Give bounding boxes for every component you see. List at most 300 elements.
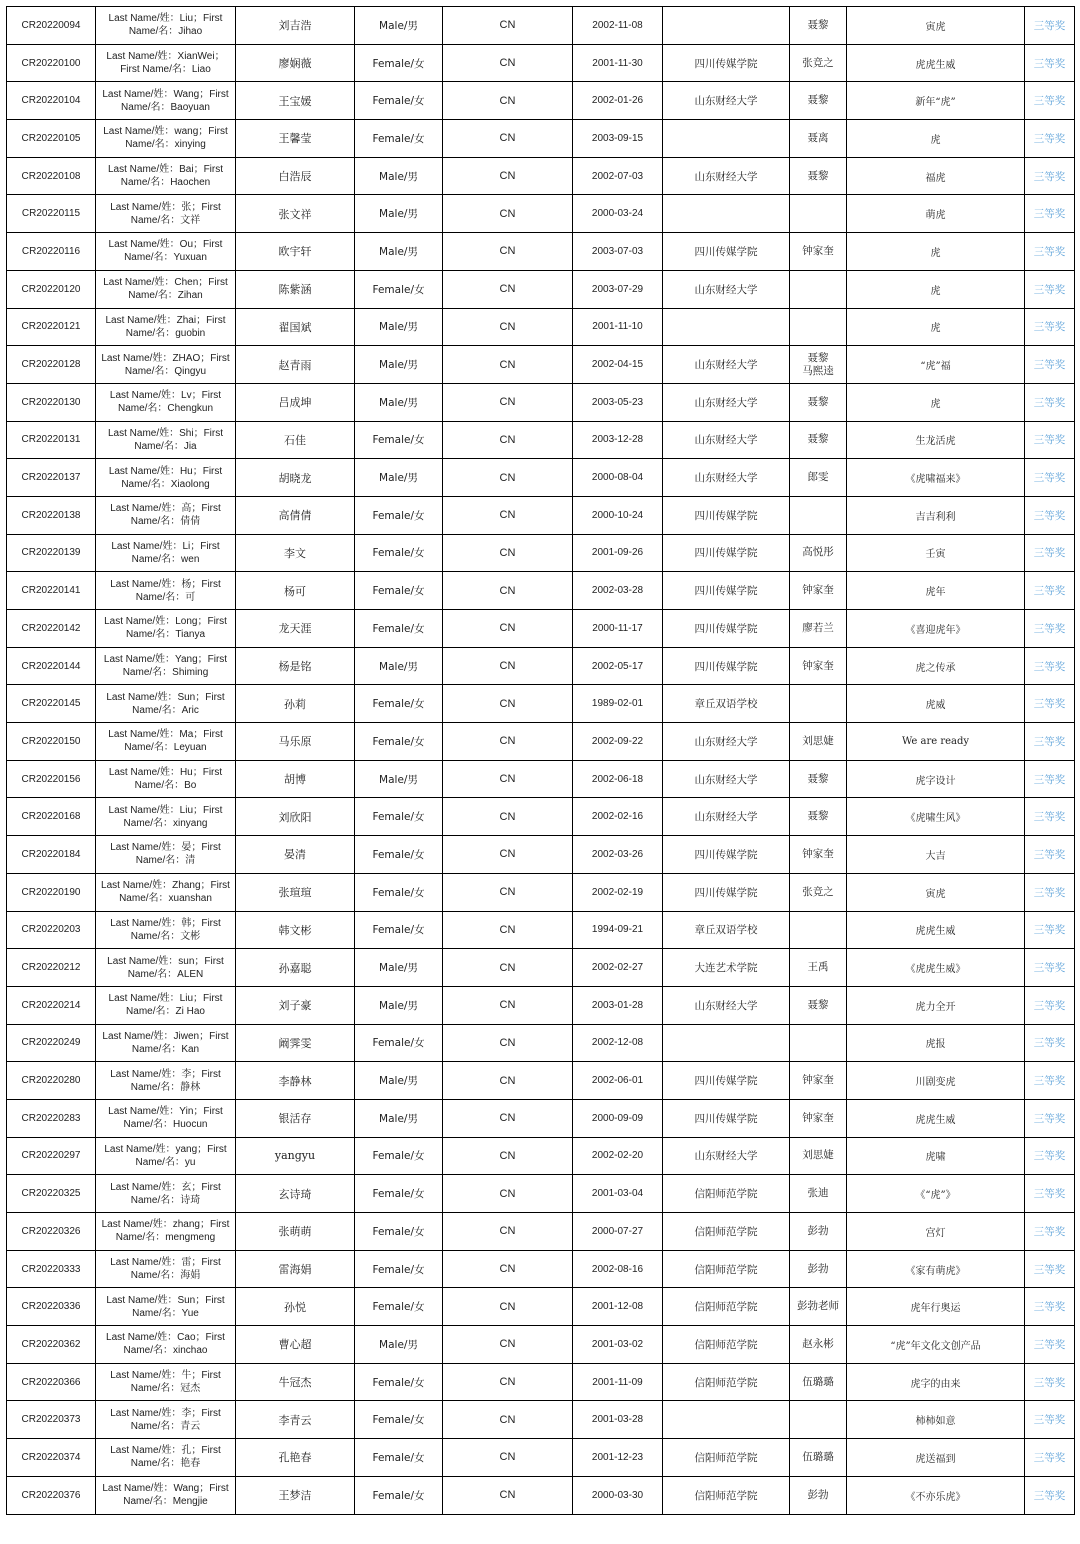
school-cell: 四川传媒学院: [663, 496, 790, 534]
table-row: [7, 572, 1075, 610]
english-name-cell: Last Name/姓：Liu；First Name/名：Jihao: [96, 7, 236, 45]
country-cell: CN: [443, 1024, 573, 1062]
country-cell: CN: [443, 873, 573, 911]
birth-date-cell: 2002-09-22: [573, 723, 663, 761]
country-cell: CN: [443, 685, 573, 723]
entry-id-cell: CR20220325: [7, 1175, 96, 1213]
birth-date-cell: 2002-06-18: [573, 760, 663, 798]
chinese-name-cell: 刘吉浩: [236, 7, 355, 45]
teacher-cell: 聂黎: [790, 82, 847, 120]
birth-date-cell: 2003-09-15: [573, 120, 663, 158]
school-cell: 四川传媒学院: [663, 1099, 790, 1137]
school-cell: 四川传媒学院: [663, 572, 790, 610]
school-cell: 信阳师范学院: [663, 1476, 790, 1514]
award-cell: 三等奖: [1025, 1439, 1075, 1477]
teacher-cell: 张竞之: [790, 873, 847, 911]
english-name-cell: Last Name/姓：牛；First Name/名：冠杰: [96, 1363, 236, 1401]
teacher-cell: 刘思婕: [790, 1137, 847, 1175]
birth-date-cell: 2001-03-04: [573, 1175, 663, 1213]
gender-cell: Female/女: [355, 421, 443, 459]
country-cell: CN: [443, 496, 573, 534]
english-name-cell: Last Name/姓：Sun；First Name/名：Aric: [96, 685, 236, 723]
english-name-cell: Last Name/姓：张；First Name/名：文祥: [96, 195, 236, 233]
country-cell: CN: [443, 1175, 573, 1213]
table-row: [7, 421, 1075, 459]
award-cell: 三等奖: [1025, 1363, 1075, 1401]
gender-cell: Female/女: [355, 82, 443, 120]
gender-cell: Female/女: [355, 44, 443, 82]
award-cell: 三等奖: [1025, 1288, 1075, 1326]
gender-cell: Female/女: [355, 1024, 443, 1062]
chinese-name-cell: 张文祥: [236, 195, 355, 233]
teacher-cell: 高悦彤: [790, 534, 847, 572]
award-cell: 三等奖: [1025, 1099, 1075, 1137]
school-cell: 山东财经大学: [663, 270, 790, 308]
english-name-cell: Last Name/姓：Chen；First Name/名：Zihan: [96, 270, 236, 308]
teacher-cell: 钟家奎: [790, 1062, 847, 1100]
entry-id-cell: CR20220121: [7, 308, 96, 346]
table-row: [7, 1288, 1075, 1326]
birth-date-cell: 2002-02-19: [573, 873, 663, 911]
award-cell: 三等奖: [1025, 723, 1075, 761]
school-cell: 章丘双语学校: [663, 911, 790, 949]
teacher-cell: 伍璐璐: [790, 1439, 847, 1477]
entry-id-cell: CR20220156: [7, 760, 96, 798]
country-cell: CN: [443, 308, 573, 346]
gender-cell: Female/女: [355, 610, 443, 648]
teacher-cell: 聂黎: [790, 157, 847, 195]
table-row: [7, 233, 1075, 271]
work-title-cell: 生龙活虎: [847, 421, 1025, 459]
entry-id-cell: CR20220297: [7, 1137, 96, 1175]
chinese-name-cell: 刘欣阳: [236, 798, 355, 836]
gender-cell: Female/女: [355, 1137, 443, 1175]
entry-id-cell: CR20220137: [7, 459, 96, 497]
teacher-cell: 聂黎: [790, 7, 847, 45]
birth-date-cell: 2003-01-28: [573, 986, 663, 1024]
birth-date-cell: 2000-07-27: [573, 1213, 663, 1251]
award-cell: 三等奖: [1025, 572, 1075, 610]
gender-cell: Female/女: [355, 1175, 443, 1213]
country-cell: CN: [443, 610, 573, 648]
entry-id-cell: CR20220283: [7, 1099, 96, 1137]
gender-cell: Female/女: [355, 836, 443, 874]
chinese-name-cell: 龙天涯: [236, 610, 355, 648]
teacher-cell: 彭勃老师: [790, 1288, 847, 1326]
work-title-cell: 福虎: [847, 157, 1025, 195]
birth-date-cell: 2003-05-23: [573, 383, 663, 421]
award-cell: 三等奖: [1025, 1326, 1075, 1364]
school-cell: 大连艺术学院: [663, 949, 790, 987]
english-name-cell: Last Name/姓：李；First Name/名：静林: [96, 1062, 236, 1100]
chinese-name-cell: 李青云: [236, 1401, 355, 1439]
chinese-name-cell: 张萌萌: [236, 1213, 355, 1251]
entry-id-cell: CR20220144: [7, 647, 96, 685]
school-cell: 信阳师范学院: [663, 1175, 790, 1213]
country-cell: CN: [443, 1099, 573, 1137]
school-cell: 四川传媒学院: [663, 233, 790, 271]
award-cell: 三等奖: [1025, 1476, 1075, 1514]
teacher-cell: 钟家奎: [790, 233, 847, 271]
english-name-cell: Last Name/姓：Sun；First Name/名：Yue: [96, 1288, 236, 1326]
country-cell: CN: [443, 383, 573, 421]
chinese-name-cell: 曹心超: [236, 1326, 355, 1364]
table-row: [7, 383, 1075, 421]
gender-cell: Male/男: [355, 647, 443, 685]
table-row: [7, 82, 1075, 120]
teacher-cell: 廖若兰: [790, 610, 847, 648]
gender-cell: Male/男: [355, 1062, 443, 1100]
english-name-cell: Last Name/姓：zhang；First Name/名：mengmeng: [96, 1213, 236, 1251]
table-row: [7, 1062, 1075, 1100]
gender-cell: Male/男: [355, 195, 443, 233]
entry-id-cell: CR20220145: [7, 685, 96, 723]
chinese-name-cell: 银活存: [236, 1099, 355, 1137]
table-row: [7, 308, 1075, 346]
award-cell: 三等奖: [1025, 1137, 1075, 1175]
school-cell: 山东财经大学: [663, 157, 790, 195]
birth-date-cell: 1989-02-01: [573, 685, 663, 723]
school-cell: 山东财经大学: [663, 82, 790, 120]
chinese-name-cell: 吕成坤: [236, 383, 355, 421]
award-cell: 三等奖: [1025, 120, 1075, 158]
country-cell: CN: [443, 195, 573, 233]
school-cell: 四川传媒学院: [663, 873, 790, 911]
chinese-name-cell: 王梦洁: [236, 1476, 355, 1514]
entry-id-cell: CR20220212: [7, 949, 96, 987]
table-row: [7, 610, 1075, 648]
table-row: [7, 1439, 1075, 1477]
english-name-cell: Last Name/姓：玄；First Name/名：诗琦: [96, 1175, 236, 1213]
gender-cell: Female/女: [355, 798, 443, 836]
country-cell: CN: [443, 760, 573, 798]
chinese-name-cell: 牛冠杰: [236, 1363, 355, 1401]
school-cell: 信阳师范学院: [663, 1288, 790, 1326]
english-name-cell: Last Name/姓：Hu；First Name/名：Xiaolong: [96, 459, 236, 497]
work-title-cell: 虎年行奥运: [847, 1288, 1025, 1326]
english-name-cell: Last Name/姓：Wang；First Name/名：Baoyuan: [96, 82, 236, 120]
english-name-cell: Last Name/姓：韩；First Name/名：文彬: [96, 911, 236, 949]
award-cell: 三等奖: [1025, 911, 1075, 949]
entry-id-cell: CR20220094: [7, 7, 96, 45]
teacher-cell: 聂黎: [790, 798, 847, 836]
entry-id-cell: CR20220214: [7, 986, 96, 1024]
chinese-name-cell: yangyu: [236, 1137, 355, 1175]
chinese-name-cell: 欧宇轩: [236, 233, 355, 271]
english-name-cell: Last Name/姓：Lv；First Name/名：Chengkun: [96, 383, 236, 421]
english-name-cell: Last Name/姓：Long；First Name/名：Tianya: [96, 610, 236, 648]
birth-date-cell: 2002-03-26: [573, 836, 663, 874]
work-title-cell: 寅虎: [847, 873, 1025, 911]
work-title-cell: 虎: [847, 270, 1025, 308]
work-title-cell: 虎字的由来: [847, 1363, 1025, 1401]
teacher-cell: [790, 308, 847, 346]
teacher-cell: 聂黎 马熙逵: [790, 346, 847, 384]
work-title-cell: 壬寅: [847, 534, 1025, 572]
table-row: [7, 1250, 1075, 1288]
award-cell: 三等奖: [1025, 1062, 1075, 1100]
table-row: [7, 157, 1075, 195]
english-name-cell: Last Name/姓：Ma；First Name/名：Leyuan: [96, 723, 236, 761]
entry-id-cell: CR20220184: [7, 836, 96, 874]
work-title-cell: 柿柿如意: [847, 1401, 1025, 1439]
gender-cell: Female/女: [355, 873, 443, 911]
country-cell: CN: [443, 346, 573, 384]
teacher-cell: 刘思婕: [790, 723, 847, 761]
school-cell: 信阳师范学院: [663, 1363, 790, 1401]
english-name-cell: Last Name/姓：Shi；First Name/名：Jia: [96, 421, 236, 459]
birth-date-cell: 2000-03-24: [573, 195, 663, 233]
gender-cell: Female/女: [355, 911, 443, 949]
chinese-name-cell: 孔艳春: [236, 1439, 355, 1477]
work-title-cell: 萌虎: [847, 195, 1025, 233]
birth-date-cell: 2002-01-26: [573, 82, 663, 120]
country-cell: CN: [443, 723, 573, 761]
teacher-cell: [790, 1401, 847, 1439]
gender-cell: Female/女: [355, 534, 443, 572]
entry-id-cell: CR20220168: [7, 798, 96, 836]
birth-date-cell: 2001-11-30: [573, 44, 663, 82]
country-cell: CN: [443, 572, 573, 610]
teacher-cell: 郎雯: [790, 459, 847, 497]
school-cell: 山东财经大学: [663, 986, 790, 1024]
gender-cell: Male/男: [355, 233, 443, 271]
chinese-name-cell: 廖娴薇: [236, 44, 355, 82]
school-cell: 章丘双语学校: [663, 685, 790, 723]
school-cell: 山东财经大学: [663, 798, 790, 836]
table-row: [7, 685, 1075, 723]
work-title-cell: 虎虎生威: [847, 44, 1025, 82]
birth-date-cell: 2002-03-28: [573, 572, 663, 610]
chinese-name-cell: 雷海娟: [236, 1250, 355, 1288]
birth-date-cell: 2001-11-10: [573, 308, 663, 346]
gender-cell: Female/女: [355, 1288, 443, 1326]
teacher-cell: [790, 685, 847, 723]
entry-id-cell: CR20220141: [7, 572, 96, 610]
work-title-cell: 川剧变虎: [847, 1062, 1025, 1100]
country-cell: CN: [443, 1062, 573, 1100]
gender-cell: Female/女: [355, 1213, 443, 1251]
english-name-cell: Last Name/姓：Cao；First Name/名：xinchao: [96, 1326, 236, 1364]
country-cell: CN: [443, 1401, 573, 1439]
country-cell: CN: [443, 1326, 573, 1364]
award-list: [6, 6, 1075, 1515]
gender-cell: Female/女: [355, 120, 443, 158]
table-row: [7, 496, 1075, 534]
chinese-name-cell: 刘子豪: [236, 986, 355, 1024]
gender-cell: Female/女: [355, 1476, 443, 1514]
teacher-cell: 聂黎: [790, 760, 847, 798]
school-cell: [663, 7, 790, 45]
work-title-cell: 《虎虎生威》: [847, 949, 1025, 987]
country-cell: CN: [443, 1288, 573, 1326]
award-cell: 三等奖: [1025, 986, 1075, 1024]
work-title-cell: “虎”年文化文创产品: [847, 1326, 1025, 1364]
award-cell: 三等奖: [1025, 346, 1075, 384]
work-title-cell: 宫灯: [847, 1213, 1025, 1251]
chinese-name-cell: 陈紫涵: [236, 270, 355, 308]
award-cell: 三等奖: [1025, 7, 1075, 45]
teacher-cell: 彭勃: [790, 1213, 847, 1251]
teacher-cell: 聂黎: [790, 383, 847, 421]
birth-date-cell: 2002-04-15: [573, 346, 663, 384]
award-cell: 三等奖: [1025, 82, 1075, 120]
award-cell: 三等奖: [1025, 534, 1075, 572]
award-cell: 三等奖: [1025, 949, 1075, 987]
gender-cell: Male/男: [355, 986, 443, 1024]
table-row: [7, 798, 1075, 836]
chinese-name-cell: 孙悦: [236, 1288, 355, 1326]
english-name-cell: Last Name/姓：Liu；First Name/名：xinyang: [96, 798, 236, 836]
chinese-name-cell: 马乐原: [236, 723, 355, 761]
chinese-name-cell: 白浩辰: [236, 157, 355, 195]
work-title-cell: 《虎啸生风》: [847, 798, 1025, 836]
english-name-cell: Last Name/姓：李；First Name/名：青云: [96, 1401, 236, 1439]
gender-cell: Female/女: [355, 723, 443, 761]
birth-date-cell: 2002-06-01: [573, 1062, 663, 1100]
work-title-cell: 寅虎: [847, 7, 1025, 45]
table-row: [7, 44, 1075, 82]
award-cell: 三等奖: [1025, 610, 1075, 648]
school-cell: 四川传媒学院: [663, 836, 790, 874]
country-cell: CN: [443, 459, 573, 497]
english-name-cell: Last Name/姓：高；First Name/名：倩倩: [96, 496, 236, 534]
english-name-cell: Last Name/姓：ZHAO；First Name/名：Qingyu: [96, 346, 236, 384]
entry-id-cell: CR20220336: [7, 1288, 96, 1326]
country-cell: CN: [443, 911, 573, 949]
school-cell: 四川传媒学院: [663, 44, 790, 82]
award-cell: 三等奖: [1025, 1175, 1075, 1213]
chinese-name-cell: 阚霁雯: [236, 1024, 355, 1062]
school-cell: 信阳师范学院: [663, 1250, 790, 1288]
teacher-cell: 钟家奎: [790, 836, 847, 874]
work-title-cell: 《“虎”》: [847, 1175, 1025, 1213]
country-cell: CN: [443, 44, 573, 82]
teacher-cell: 彭勃: [790, 1476, 847, 1514]
gender-cell: Female/女: [355, 1401, 443, 1439]
teacher-cell: 钟家奎: [790, 572, 847, 610]
teacher-cell: 彭勃: [790, 1250, 847, 1288]
award-cell: 三等奖: [1025, 873, 1075, 911]
chinese-name-cell: 高倩倩: [236, 496, 355, 534]
country-cell: CN: [443, 421, 573, 459]
award-cell: 三等奖: [1025, 195, 1075, 233]
country-cell: CN: [443, 270, 573, 308]
birth-date-cell: 2000-08-04: [573, 459, 663, 497]
country-cell: CN: [443, 1439, 573, 1477]
teacher-cell: [790, 496, 847, 534]
country-cell: CN: [443, 1476, 573, 1514]
entry-id-cell: CR20220142: [7, 610, 96, 648]
entry-id-cell: CR20220131: [7, 421, 96, 459]
school-cell: 山东财经大学: [663, 723, 790, 761]
award-cell: 三等奖: [1025, 496, 1075, 534]
chinese-name-cell: 李静林: [236, 1062, 355, 1100]
table-row: [7, 1363, 1075, 1401]
country-cell: CN: [443, 7, 573, 45]
gender-cell: Male/男: [355, 949, 443, 987]
english-name-cell: Last Name/姓：雷；First Name/名：海娟: [96, 1250, 236, 1288]
country-cell: CN: [443, 120, 573, 158]
chinese-name-cell: 王馨莹: [236, 120, 355, 158]
award-cell: 三等奖: [1025, 44, 1075, 82]
school-cell: 山东财经大学: [663, 1137, 790, 1175]
birth-date-cell: 2002-08-16: [573, 1250, 663, 1288]
english-name-cell: Last Name/姓：Liu；First Name/名：Zi Hao: [96, 986, 236, 1024]
birth-date-cell: 1994-09-21: [573, 911, 663, 949]
table-row: [7, 873, 1075, 911]
chinese-name-cell: 杨是铭: [236, 647, 355, 685]
english-name-cell: Last Name/姓：Jiwen；First Name/名：Kan: [96, 1024, 236, 1062]
work-title-cell: 虎报: [847, 1024, 1025, 1062]
chinese-name-cell: 孙嘉聪: [236, 949, 355, 987]
work-title-cell: 《家有萌虎》: [847, 1250, 1025, 1288]
table-row: [7, 120, 1075, 158]
country-cell: CN: [443, 1137, 573, 1175]
entry-id-cell: CR20220100: [7, 44, 96, 82]
table-row: [7, 723, 1075, 761]
gender-cell: Male/男: [355, 1326, 443, 1364]
country-cell: CN: [443, 986, 573, 1024]
country-cell: CN: [443, 647, 573, 685]
work-title-cell: 《不亦乐虎》: [847, 1476, 1025, 1514]
gender-cell: Female/女: [355, 1363, 443, 1401]
table-row: [7, 195, 1075, 233]
birth-date-cell: 2001-12-08: [573, 1288, 663, 1326]
birth-date-cell: 2001-03-28: [573, 1401, 663, 1439]
table-row: [7, 1476, 1075, 1514]
chinese-name-cell: 胡博: [236, 760, 355, 798]
work-title-cell: 《虎啸福来》: [847, 459, 1025, 497]
gender-cell: Male/男: [355, 157, 443, 195]
chinese-name-cell: 王宝媛: [236, 82, 355, 120]
entry-id-cell: CR20220128: [7, 346, 96, 384]
birth-date-cell: 2003-07-03: [573, 233, 663, 271]
gender-cell: Male/男: [355, 346, 443, 384]
english-name-cell: Last Name/姓：XianWei；First Name/名：Liao: [96, 44, 236, 82]
english-name-cell: Last Name/姓：sun；First Name/名：ALEN: [96, 949, 236, 987]
birth-date-cell: 2000-03-30: [573, 1476, 663, 1514]
award-cell: 三等奖: [1025, 647, 1075, 685]
award-cell: 三等奖: [1025, 421, 1075, 459]
country-cell: CN: [443, 798, 573, 836]
work-title-cell: 虎虎生威: [847, 911, 1025, 949]
work-title-cell: 虎啸: [847, 1137, 1025, 1175]
teacher-cell: 聂黎: [790, 986, 847, 1024]
school-cell: 山东财经大学: [663, 760, 790, 798]
gender-cell: Male/男: [355, 760, 443, 798]
table-row: [7, 949, 1075, 987]
entry-id-cell: CR20220366: [7, 1363, 96, 1401]
school-cell: 信阳师范学院: [663, 1326, 790, 1364]
table-row: [7, 1175, 1075, 1213]
award-cell: 三等奖: [1025, 1401, 1075, 1439]
award-cell: 三等奖: [1025, 157, 1075, 195]
chinese-name-cell: 晏清: [236, 836, 355, 874]
birth-date-cell: 2002-05-17: [573, 647, 663, 685]
school-cell: [663, 1024, 790, 1062]
work-title-cell: 虎送福到: [847, 1439, 1025, 1477]
work-title-cell: 虎力全开: [847, 986, 1025, 1024]
entry-id-cell: CR20220190: [7, 873, 96, 911]
award-cell: 三等奖: [1025, 233, 1075, 271]
english-name-cell: Last Name/姓：Zhai；First Name/名：guobin: [96, 308, 236, 346]
entry-id-cell: CR20220373: [7, 1401, 96, 1439]
country-cell: CN: [443, 157, 573, 195]
entry-id-cell: CR20220139: [7, 534, 96, 572]
entry-id-cell: CR20220280: [7, 1062, 96, 1100]
teacher-cell: 聂黎: [790, 421, 847, 459]
